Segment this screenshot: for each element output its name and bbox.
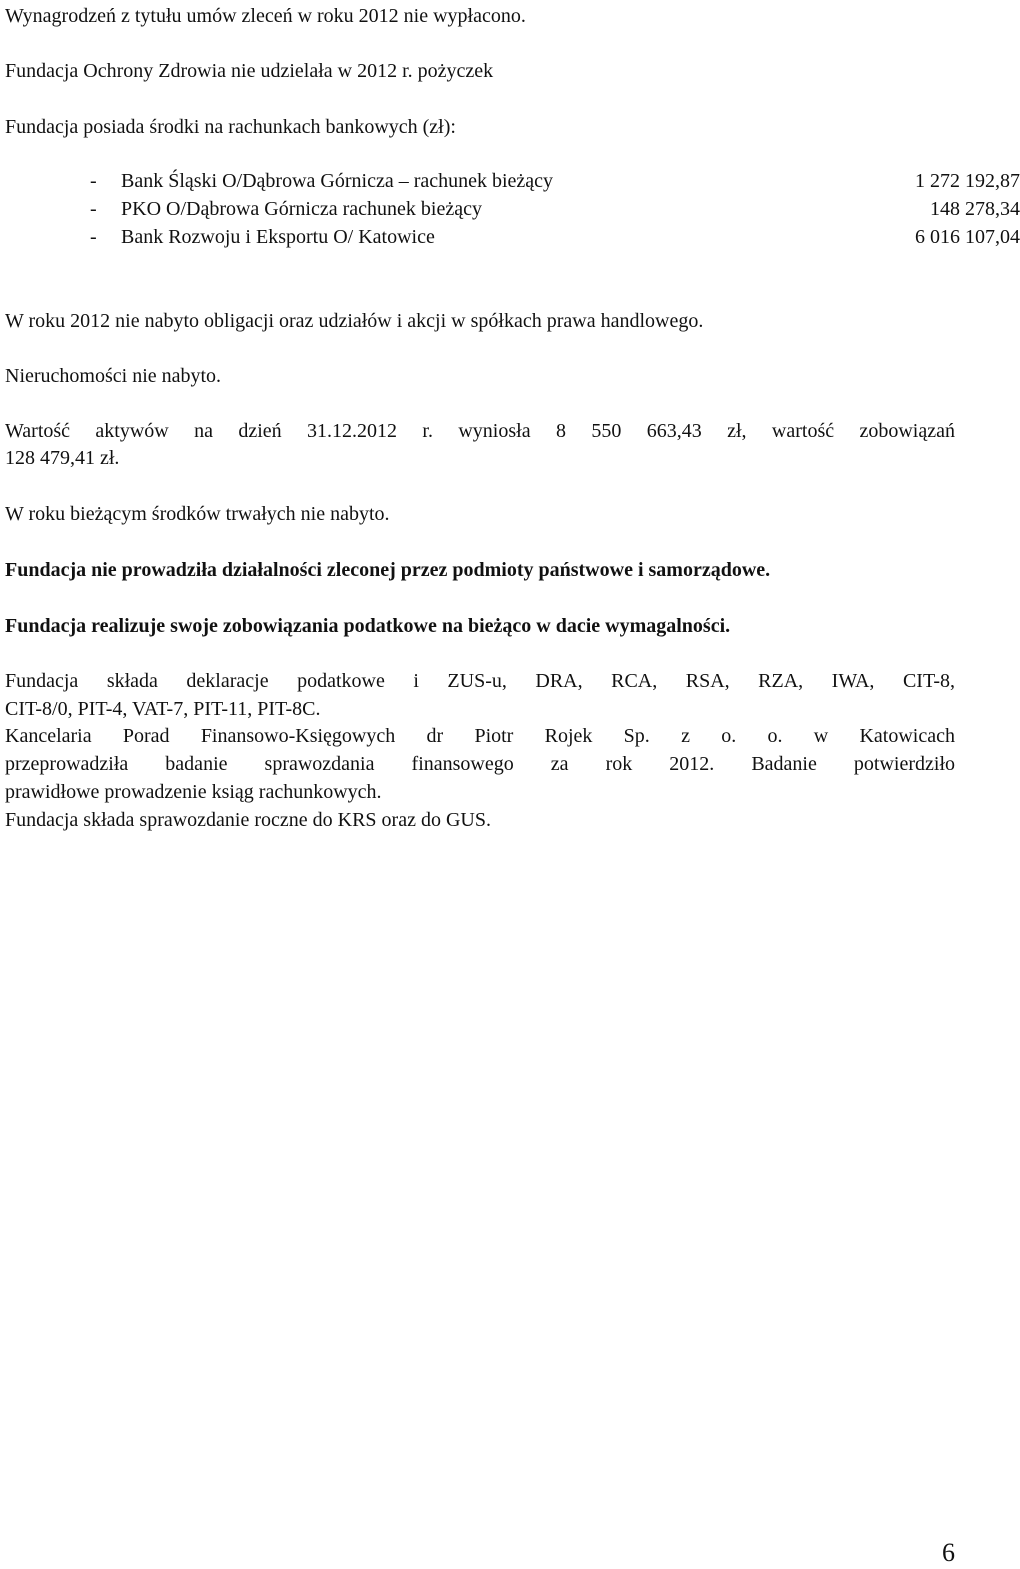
list-dash: - xyxy=(90,198,97,220)
bank-account-amount: 148 278,34 xyxy=(930,198,1020,220)
paragraph-kancelaria-line2: przeprowadziła badanie sprawozdania finansowego za rok 2012. Badanie potwierdziło xyxy=(5,753,955,775)
page-number: 6 xyxy=(942,1538,955,1567)
bank-account-name: Bank Rozwoju i Eksportu O/ Katowice xyxy=(121,226,435,248)
bank-account-amount: 6 016 107,04 xyxy=(915,226,1020,248)
paragraph-zobowiazania-podatkowe: Fundacja realizuje swoje zobowiązania podatkowe na bieżąco w dacie wymagalności. xyxy=(5,615,731,637)
paragraph-deklaracje-line2: CIT-8/0, PIT-4, VAT-7, PIT-11, PIT-8C. xyxy=(5,698,321,720)
paragraph-deklaracje-line1: Fundacja składa deklaracje podatkowe i ZUS-u, DRA, RCA, RSA, RZA, IWA, CIT-8, xyxy=(5,670,955,692)
paragraph-kancelaria-line3: prawidłowe prowadzenie ksiąg rachunkowych. xyxy=(5,781,382,803)
bank-account-amount: 1 272 192,87 xyxy=(915,170,1020,192)
bank-account-row xyxy=(90,167,1020,195)
bank-account-row xyxy=(90,223,1020,251)
paragraph-kancelaria-line1: Kancelaria Porad Finansowo-Księgowych dr Piotr Rojek Sp. z o. o. w Katowicach xyxy=(5,725,955,747)
paragraph-wartosc-aktywow-line2: 128 479,41 zł. xyxy=(5,447,120,469)
bank-account-name: PKO O/Dąbrowa Górnicza rachunek bieżący xyxy=(121,198,482,220)
paragraph-pozyczki: Fundacja Ochrony Zdrowia nie udzielała w 2012 r. pożyczek xyxy=(5,60,494,82)
paragraph-obligacje: W roku 2012 nie nabyto obligacji oraz udziałów i akcji w spółkach prawa handlowego. xyxy=(5,310,704,332)
paragraph-krs: Fundacja składa sprawozdanie roczne do KRS oraz do GUS. xyxy=(5,809,491,831)
paragraph-dzialalnosc-zlecona: Fundacja nie prowadziła działalności zleconej przez podmioty państwowe i samorządowe. xyxy=(5,559,771,581)
paragraph-nieruchomosci: Nieruchomości nie nabyto. xyxy=(5,365,222,387)
bank-account-row xyxy=(90,195,1020,223)
list-dash: - xyxy=(90,170,97,192)
bank-account-name: Bank Śląski O/Dąbrowa Górnicza – rachunek bieżący xyxy=(121,170,554,192)
paragraph-srodki-intro: Fundacja posiada środki na rachunkach bankowych (zł): xyxy=(5,116,456,138)
list-dash: - xyxy=(90,226,97,248)
paragraph-srodki-trwale: W roku bieżącym środków trwałych nie nabyto. xyxy=(5,503,390,525)
paragraph-wynagrodzenia: Wynagrodzeń z tytułu umów zleceń w roku 2012 nie wypłacono. xyxy=(5,5,526,27)
paragraph-wartosc-aktywow-line1: Wartość aktywów na dzień 31.12.2012 r. wyniosła 8 550 663,43 zł, wartość zobowiązań xyxy=(5,420,955,442)
